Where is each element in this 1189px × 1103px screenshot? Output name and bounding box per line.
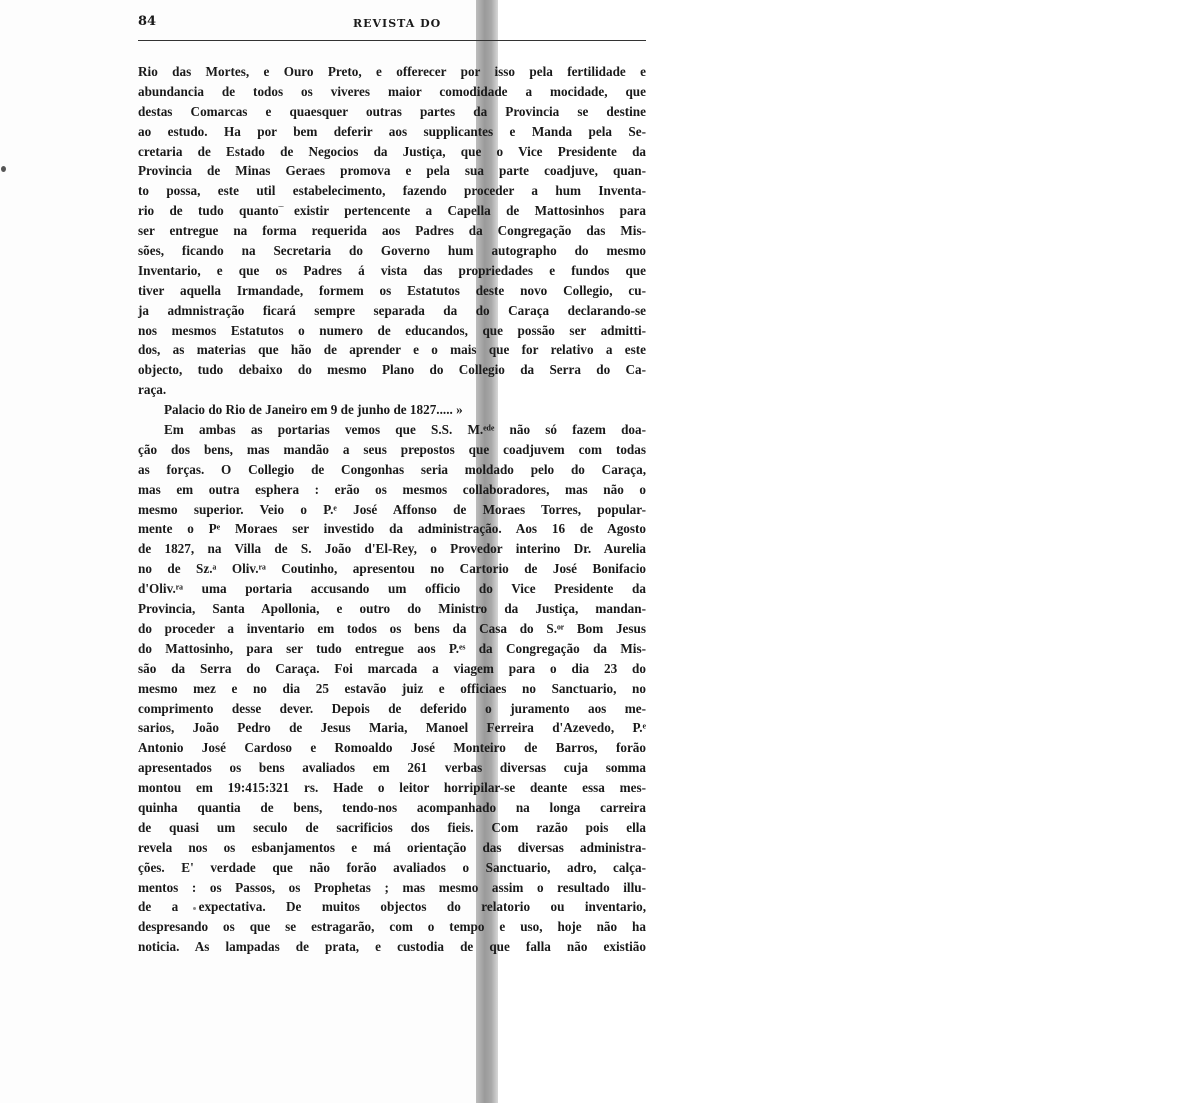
text-line: ser entregue na forma requerida aos Padres da Congregação das Mis- (138, 223, 646, 239)
text-line: Rio das Mortes, e Ouro Preto, e offerecer por isso pela fertilidade e (138, 64, 646, 79)
text-line: ções. E' verdade que não forão avaliados o Sanctuario, adro, calça- (138, 859, 646, 875)
text-line: noticia. As lampadas de prata, e custodia de que falla não existião (138, 939, 646, 955)
text-line: do proceder a inventario em todos os bens da Casa do S.ᵒʳ Bom Jesus (138, 620, 646, 636)
text-line: ao estudo. Ha por bem deferir aos supplicantes e Manda pela Se- (138, 123, 646, 139)
text-line: mentos : os Passos, os Prophetas ; mas mesmo assim o resultado illu- (138, 879, 646, 895)
body-text (138, 62, 646, 957)
ink-speck (1, 166, 6, 172)
text-line: rio de tudo quanto existir pertencente a Capella de Mattosinhos para (138, 203, 646, 219)
text-line: Palacio do Rio de Janeiro em 9 de junho de 1827..... » (164, 402, 463, 418)
text-line: Provincia de Minas Geraes promova e pela sua parte coadjuve, quan- (138, 163, 646, 179)
text-line: ja admnistração ficará sempre separada da do Caraça declarando-se (138, 302, 646, 318)
text-line: abundancia de todos os viveres maior comodidade a mocidade, que (138, 83, 646, 99)
text-line: d'Oliv.ʳᵃ uma portaria accusando um officio do Vice Presidente da (138, 581, 646, 597)
text-line: Em ambas as portarias vemos que S.S. M.ᵉᵈᵉ não só fazem doa- (164, 422, 646, 438)
text-line: mesmo mez e no dia 25 estavão juiz e officiaes no Sanctuario, no (138, 680, 646, 696)
text-line: comprimento desse dever. Depois de deferido o juramento aos me- (138, 700, 646, 716)
text-line: cretaria de Estado de Negocios da Justiça, que o Vice Presidente da (138, 143, 646, 159)
text-line: as forças. O Collegio de Congonhas seria moldado pelo do Caraça, (138, 461, 646, 477)
text-line: do Mattosinho, para ser tudo entregue aos P.ᵉˢ da Congregação da Mis- (138, 640, 646, 656)
text-line: despresando os que se estragarão, com o tempo e uso, hoje não ha (138, 919, 646, 935)
text-line: Provincia, Santa Apollonia, e outro do Ministro da Justiça, mandan- (138, 601, 646, 617)
text-line: mas em outra esphera : erão os mesmos collaboradores, mas não o (138, 481, 646, 497)
text-line: Antonio José Cardoso e Romoaldo José Monteiro de Barros, forão (138, 740, 646, 756)
text-line: mente o Pᵉ Moraes ser investido da administração. Aos 16 de Agosto (138, 521, 646, 537)
text-line: de a expectativa. De muitos objectos do relatorio ou inventario, (138, 899, 646, 915)
text-line: tiver aquella Irmandade, formem os Estatutos deste novo Collegio, cu- (138, 282, 646, 298)
text-line: sarios, João Pedro de Jesus Maria, Manoel Ferreira d'Azevedo, P.ᵉ (138, 720, 646, 736)
text-line: no de Sz.ᵃ Oliv.ʳᵃ Coutinho, apresentou no Cartorio de José Bonifacio (138, 561, 646, 577)
text-line: de 1827, na Villa de S. João d'El-Rey, o Provedor interino Dr. Aurelia (138, 541, 646, 557)
text-line: são da Serra do Caraça. Foi marcada a viagem para o dia 23 do (138, 660, 646, 676)
text-line: objecto, tudo debaixo do mesmo Plano do Collegio da Serra do Ca- (138, 362, 646, 378)
header-rule (138, 40, 646, 41)
running-head: REVISTA DO (353, 17, 442, 30)
text-line: sões, ficando na Secretaria do Governo hum autographo do mesmo (138, 243, 646, 259)
page-number: 84 (138, 14, 157, 29)
text-line: mesmo superior. Veio o P.ᵉ José Affonso de Moraes Torres, popular- (138, 501, 646, 517)
text-line: to possa, este util estabelecimento, fazendo proceder a hum Inventa- (138, 183, 646, 199)
text-line: de quasi um seculo de sacrificios dos fieis. Com razão pois ella (138, 819, 646, 835)
text-line: montou em 19:415:321 rs. Hade o leitor horripilar-se deante essa mes- (138, 780, 646, 796)
page-header (138, 14, 646, 36)
text-line: nos mesmos Estatutos o numero de educandos, que possão ser admitti- (138, 322, 646, 338)
text-line: quinha quantia de bens, tendo-nos acompanhado na longa carreira (138, 799, 646, 815)
text-line: destas Comarcas e quaesquer outras partes da Provincia se destine (138, 103, 646, 119)
text-line: apresentados os bens avaliados em 261 verbas diversas cuja somma (138, 760, 646, 776)
text-line: revela nos os esbanjamentos e má orientação das diversas administra- (138, 839, 646, 855)
text-line: ção dos bens, mas mandão a seus prepostos que coadjuvem com todas (138, 441, 646, 457)
text-line: dos, as materias que hão de aprender e o mais que for relativo a este (138, 342, 646, 358)
text-line: Inventario, e que os Padres á vista das propriedades e fundos que (138, 262, 646, 278)
text-line: raça. (138, 382, 167, 398)
